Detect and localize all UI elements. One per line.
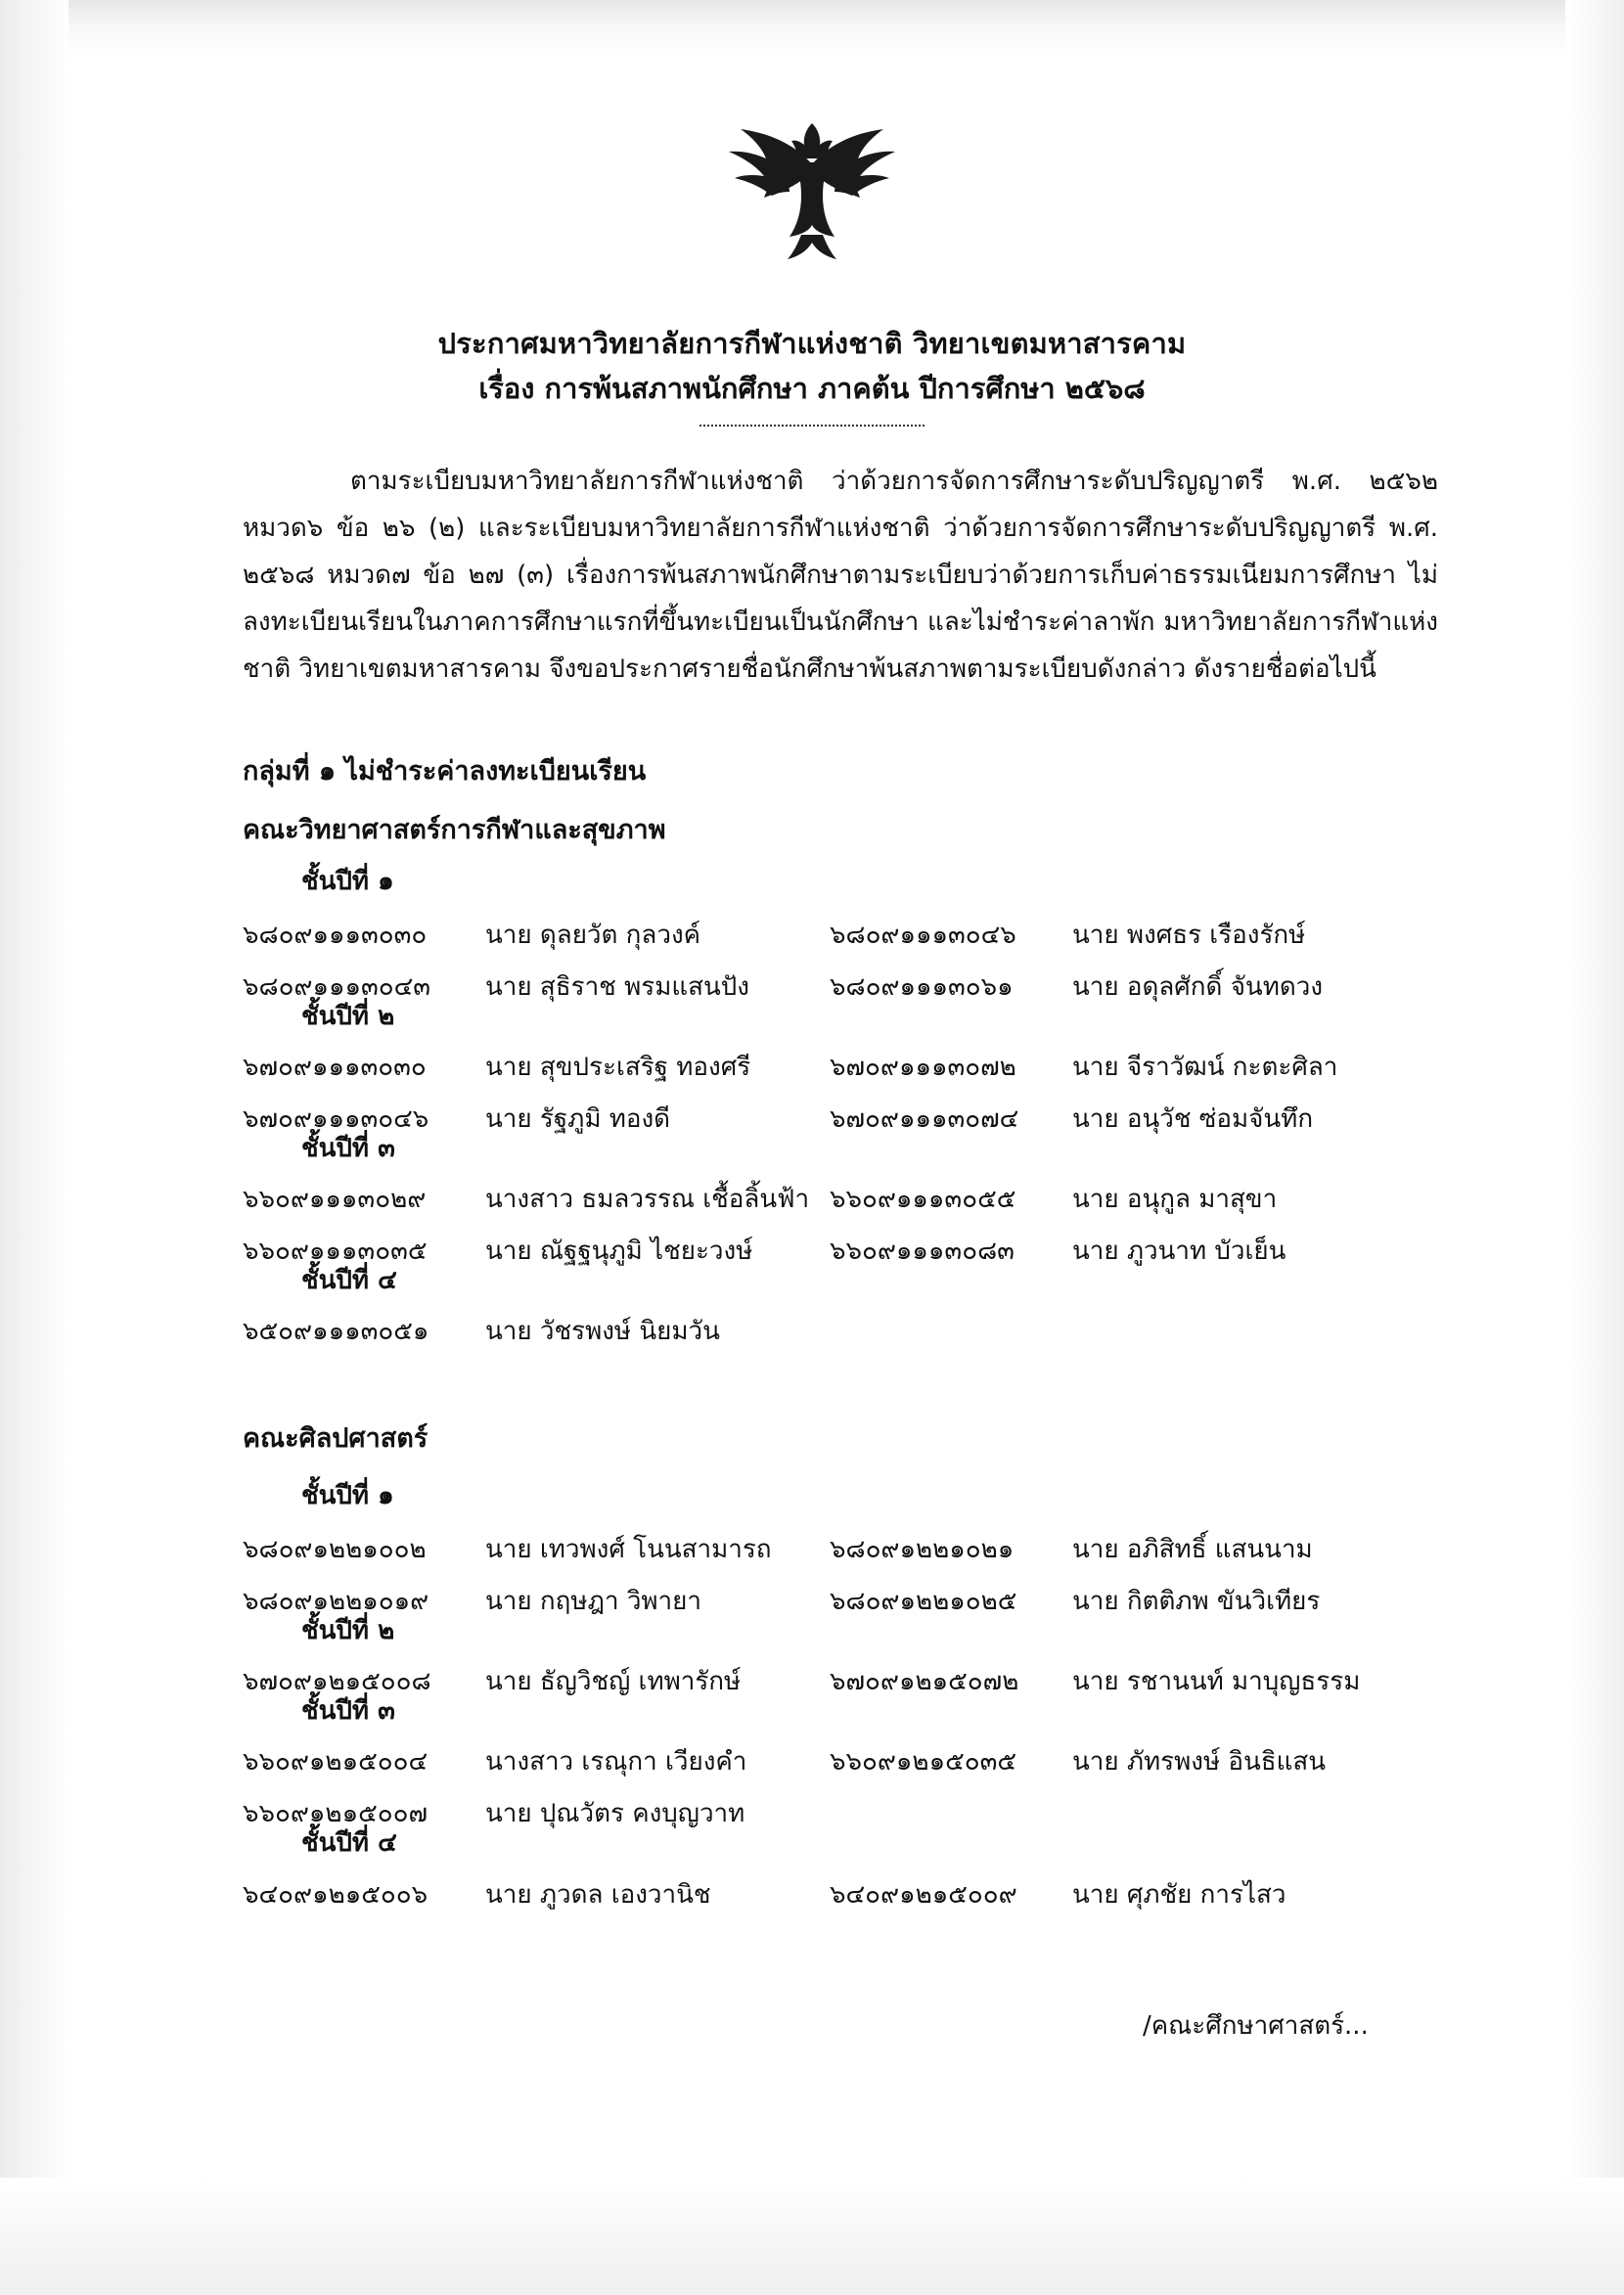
- student-name: นาย อดุลศักดิ์ จันทดวง: [1072, 972, 1324, 1002]
- student-name: นาย อนุวัช ซ่อมจันทึก: [1072, 1104, 1314, 1134]
- body-paragraph: [243, 458, 1438, 693]
- student-name: นาย ภูวดล เองวานิช: [485, 1880, 711, 1910]
- faculty-heading-sport-science: คณะวิทยาศาสตร์การกีฬาและสุขภาพ: [243, 815, 666, 845]
- table-row: [243, 1529, 1446, 1570]
- student-id: ๖๖๐๙๑๑๑๓๐๓๕: [243, 1237, 428, 1266]
- group-heading-1: กลุ่มที่ ๑ ไม่ชำระค่าลงทะเบียนเรียน: [243, 756, 647, 787]
- document-header: [0, 323, 1624, 427]
- student-name: นาย รชานนท์ มาบุญธรรม: [1072, 1667, 1361, 1696]
- table-row: [243, 1661, 1446, 1702]
- announcement-title: ประกาศมหาวิทยาลัยการกีฬาแห่งชาติ วิทยาเขตมหาสารคาม: [437, 327, 1187, 360]
- student-name: นางสาว เรณุกา เวียงคำ: [485, 1747, 747, 1777]
- year-heading-1-2: ชั้นปีที่ ๒: [301, 1002, 395, 1031]
- student-id: ๖๔๐๙๑๒๑๕๐๐๙: [830, 1880, 1017, 1910]
- year-heading-2-4: ชั้นปีที่ ๔: [301, 1828, 397, 1858]
- student-id: ๖๖๐๙๑๒๑๕๐๓๕: [830, 1747, 1017, 1777]
- table-row: [243, 967, 1446, 1008]
- table-row: [243, 915, 1446, 956]
- student-name: นาย กฤษฎา วิพายา: [485, 1587, 701, 1616]
- table-row: [243, 1231, 1446, 1272]
- table-row: [243, 1793, 1446, 1834]
- student-id: ๖๗๐๙๑๑๑๓๐๗๒: [830, 1053, 1016, 1082]
- student-name: นาย ภูวนาท บัวเย็น: [1072, 1237, 1286, 1266]
- continuation-note: /คณะศึกษาศาสตร์...: [1143, 2011, 1369, 2041]
- year-heading-2-3: ชั้นปีที่ ๓: [301, 1696, 395, 1726]
- student-name: นาย เทวพงศ์ โนนสามารถ: [485, 1535, 772, 1564]
- student-name: นาย สุธิราช พรมแสนปัง: [485, 972, 749, 1002]
- divider: [699, 425, 925, 427]
- student-name: นาย รัฐภูมิ ทองดี: [485, 1104, 671, 1134]
- student-name: นาย พงศธร เรืองรักษ์: [1072, 921, 1306, 950]
- student-name: นาย อนุกูล มาสุขา: [1072, 1185, 1278, 1214]
- student-name: นาย ณัฐฐนุภูมิ ไชยะวงษ์: [485, 1237, 753, 1266]
- student-id: ๖๖๐๙๑๑๑๓๐๘๓: [830, 1237, 1015, 1266]
- student-id: ๖๘๐๙๑๑๑๓๐๔๓: [243, 972, 431, 1002]
- student-id: ๖๗๐๙๑๑๑๓๐๔๖: [243, 1104, 429, 1134]
- student-id: ๖๘๐๙๑๒๒๑๐๒๕: [830, 1587, 1017, 1616]
- body-paragraph-text: ตามระเบียบมหาวิทยาลัยการกีฬาแห่งชาติ ว่าด้วยการจัดการศึกษาระดับปริญญาตรี พ.ศ. ๒๕๖๒ หมวด๖ ข้อ ๒๖ (๒) และระเบียบมหาวิทยาลัยการกีฬาแห่งชาติ ว่าด้วยการจัดการศึกษาระดับปริญญาตรี พ.ศ. ๒๕๖๘ หมวด๗ ข้อ ๒๗ (๓) เรื่องการพ้นสภาพนักศึกษาตามระเบียบว่าด้วยการเก็บค่าธรรมเนียมการศึกษา ไม่ลงทะเบียนเรียนในภาคการศึกษาแรกที่ขึ้นทะเบียนเป็นนักศึกษา และไม่ชำระค่าลาพัก มหาวิทยาลัยการกีฬาแห่งชาติ วิทยาเขตมหาสารคาม จึงขอประกาศรายชื่อนักศึกษาพ้นสภาพตามระเบียบดังกล่าว ดังรายชื่อต่อไปนี้: [243, 467, 1438, 685]
- faculty-heading-liberal-arts: คณะศิลปศาสตร์: [243, 1423, 429, 1454]
- year-heading-1-1: ชั้นปีที่ ๑: [301, 867, 394, 896]
- student-id: ๖๖๐๙๑๒๑๕๐๐๔: [243, 1747, 429, 1777]
- table-row: [243, 1179, 1446, 1220]
- student-name: นาย จีราวัฒน์ กะตะศิลา: [1072, 1053, 1338, 1082]
- table-row: [243, 1581, 1446, 1622]
- student-name: นาย วัชรพงษ์ นิยมวัน: [485, 1317, 720, 1346]
- student-name: นางสาว ธมลวรรณ เชื้อลิ้นฟ้า: [485, 1185, 810, 1214]
- table-row: [243, 1047, 1446, 1088]
- student-id: ๖๘๐๙๑๑๑๓๐๖๑: [830, 972, 1014, 1002]
- year-heading-2-1: ชั้นปีที่ ๑: [301, 1481, 394, 1510]
- student-name: นาย ธัญวิชญ์ เทพารักษ์: [485, 1667, 742, 1696]
- student-id: ๖๗๐๙๑๑๑๓๐๗๔: [830, 1104, 1019, 1134]
- garuda-emblem-icon: [719, 117, 905, 264]
- table-row: [243, 1099, 1446, 1140]
- student-name: นาย กิตติภพ ขันวิเทียร: [1072, 1587, 1321, 1616]
- student-name: นาย ภัทรพงษ์ อินธิแสน: [1072, 1747, 1327, 1777]
- student-name: นาย ดุลยวัต กุลวงค์: [485, 921, 701, 950]
- year-heading-1-4: ชั้นปีที่ ๔: [301, 1266, 397, 1295]
- student-name: นาย อภิสิทธิ์ แสนนาม: [1072, 1535, 1313, 1564]
- student-name: นาย สุขประเสริฐ ทองศรี: [485, 1053, 751, 1082]
- student-id: ๖๖๐๙๑๑๑๓๐๒๙: [243, 1185, 427, 1214]
- announcement-subject: เรื่อง การพ้นสภาพนักศึกษา ภาคต้น ปีการศึกษา ๒๕๖๘: [478, 371, 1146, 405]
- student-id: ๖๘๐๙๑๑๑๓๐๔๖: [830, 921, 1016, 950]
- student-id: ๖๘๐๙๑๒๒๑๐๐๒: [243, 1535, 427, 1564]
- student-id: ๖๖๐๙๑๑๑๓๐๕๕: [830, 1185, 1016, 1214]
- table-row: [243, 1874, 1446, 1915]
- year-heading-2-2: ชั้นปีที่ ๒: [301, 1616, 395, 1645]
- table-row: [243, 1311, 1446, 1352]
- student-id: ๖๘๐๙๑๒๒๑๐๑๙: [243, 1587, 429, 1616]
- student-id: ๖๗๐๙๑๑๑๓๐๓๐: [243, 1053, 427, 1082]
- student-id: ๖๕๐๙๑๑๑๓๐๕๑: [243, 1317, 429, 1346]
- year-heading-1-3: ชั้นปีที่ ๓: [301, 1134, 395, 1163]
- student-id: ๖๘๐๙๑๒๒๑๐๒๑: [830, 1535, 1015, 1564]
- student-id: ๖๘๐๙๑๑๑๓๐๓๐: [243, 921, 428, 950]
- student-id: ๖๗๐๙๑๒๑๕๐๐๘: [243, 1667, 431, 1696]
- student-name: นาย ปุณวัตร คงบุญวาท: [485, 1799, 745, 1828]
- student-id: ๖๖๐๙๑๒๑๕๐๐๗: [243, 1799, 429, 1828]
- table-row: [243, 1741, 1446, 1782]
- student-id: ๖๔๐๙๑๒๑๕๐๐๖: [243, 1880, 429, 1910]
- student-id: ๖๗๐๙๑๒๑๕๐๗๒: [830, 1667, 1019, 1696]
- student-name: นาย ศุภชัย การไสว: [1072, 1880, 1286, 1910]
